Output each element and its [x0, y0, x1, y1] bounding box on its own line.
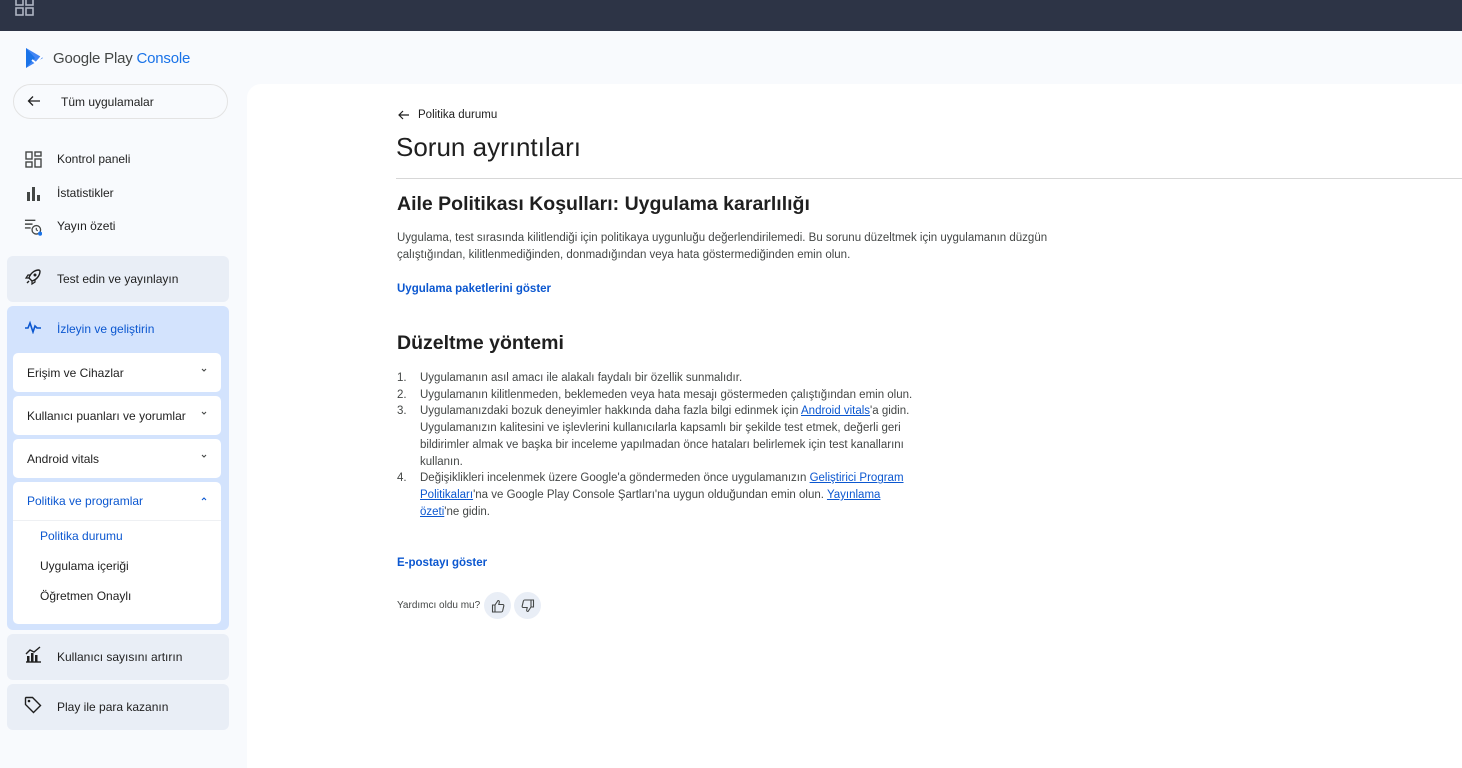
group-header[interactable]: [24, 306, 154, 352]
chevron-down-icon: [200, 410, 208, 416]
publishing-overview-link[interactable]: Yayınlama özeti: [420, 488, 881, 518]
page-title: Sorun ayrıntıları: [396, 132, 581, 162]
issue-description: [397, 230, 1117, 264]
step-text: 'na ve Google Play Console Şartları'na uygun olduğundan emin olun.: [473, 488, 827, 501]
all-apps-button[interactable]: [13, 84, 228, 119]
thumbs-up-icon: [491, 599, 505, 613]
list-item: [397, 387, 917, 404]
top-bar: [0, 0, 1462, 31]
helpful-feedback: [397, 592, 541, 619]
sidebar-item-label: Kontrol paneli: [57, 152, 131, 166]
subsection-header[interactable]: [13, 396, 221, 435]
apps-grid-icon[interactable]: [14, 0, 36, 16]
group-header[interactable]: [24, 634, 182, 680]
rocket-icon: [24, 268, 42, 291]
step-number: 2.: [397, 388, 407, 401]
chevron-down-icon: [200, 453, 208, 459]
brand-header[interactable]: [24, 45, 190, 71]
helpful-label: Yardımcı oldu mu?: [397, 600, 481, 611]
bar-chart-icon: [24, 184, 42, 202]
main-content: [247, 84, 1462, 768]
dashboard-icon: [24, 150, 42, 168]
subsection-access-and-devices[interactable]: [13, 353, 221, 392]
sidebar-item-app-content[interactable]: Uygulama içeriği: [40, 559, 129, 573]
step-text: Uygulamanızdaki bozuk deneyimler hakkında daha fazla bilgi edinmek için: [420, 405, 801, 418]
sidebar-item-teacher-approved[interactable]: Öğretmen Onaylı: [40, 589, 132, 603]
subsection-android-vitals[interactable]: [13, 439, 221, 478]
chevron-down-icon: [200, 367, 208, 373]
subsection-ratings-and-reviews[interactable]: [13, 396, 221, 435]
list-item: [397, 403, 917, 470]
group-label: Kullanıcı sayısını artırın: [57, 650, 183, 664]
all-apps-label: Tüm uygulamalar: [61, 95, 154, 109]
sidebar-item-statistics[interactable]: [24, 183, 224, 203]
subsection-label: Kullanıcı puanları ve yorumlar: [27, 408, 186, 423]
step-text: 'a gidin. Uygulamanızın kalitesini ve işlevlerini kullanıcılarla kapsamlı bir şekilde test etmek, değerli geri bildirimler almak ve başka bir inceleme yapılmadan önce hataları belirlemek için test kanallarını kullanın.: [420, 405, 910, 468]
vitals-pulse-icon: [24, 320, 42, 339]
sidebar-item-dashboard[interactable]: [24, 149, 224, 169]
thumbs-up-button[interactable]: [484, 592, 511, 619]
subsection-policy-and-programs: [13, 482, 221, 624]
step-number: 4.: [397, 472, 407, 485]
arrow-back-icon: [26, 93, 42, 109]
publishing-overview-icon: [24, 217, 42, 235]
fix-heading: Düzeltme yöntemi: [397, 332, 564, 354]
sidebar-group-grow-users[interactable]: [7, 634, 229, 680]
developer-policies-link[interactable]: Geliştirici Program Politikaları: [420, 472, 904, 501]
subsection-header[interactable]: [13, 353, 221, 392]
step-number: 3.: [397, 405, 407, 418]
step-text: 'ne gidin.: [444, 505, 490, 518]
sidebar-item-policy-status[interactable]: Politika durumu: [40, 529, 123, 543]
step-text: Uygulamanın asıl amacı ile alakalı faydalı bir özellik sunmalıdır.: [420, 372, 743, 384]
show-email-link[interactable]: E-postayı göster: [397, 557, 488, 569]
thumbs-down-button[interactable]: [514, 592, 541, 619]
sidebar-item-label: İstatistikler: [57, 186, 114, 200]
group-label: İzleyin ve geliştirin: [57, 322, 155, 336]
subsection-label: Erişim ve Cihazlar: [27, 365, 124, 380]
android-vitals-link[interactable]: Android vitals: [801, 405, 871, 418]
brand-name: [53, 50, 190, 67]
issue-description-line: çalıştığından, kilitlenmediğinden, donmadığından veya hata göstermediğinden emin olun.: [397, 249, 851, 261]
divider: [396, 178, 1462, 179]
list-item: [397, 470, 917, 520]
brand-name-console: Console: [136, 49, 191, 67]
step-text: Değişiklikleri incelenmek üzere Google'a göndermeden önce uygulamanızın: [420, 472, 810, 485]
subsection-label: Politika ve programlar: [27, 494, 144, 508]
thumbs-down-icon: [521, 599, 535, 613]
fix-steps-list: [397, 370, 917, 520]
breadcrumb-label: Politika durumu: [418, 109, 498, 121]
brand-name-google-play: Google Play: [53, 49, 133, 67]
sidebar-item-publishing-overview[interactable]: [24, 216, 224, 236]
subsection-label: Android vitals: [27, 451, 100, 466]
step-number: 1.: [397, 372, 407, 384]
issue-heading: Aile Politikası Koşulları: Uygulama kararlılığı: [397, 193, 810, 215]
show-app-bundles-link[interactable]: Uygulama paketlerini göster: [397, 283, 552, 295]
subsection-header[interactable]: [13, 439, 221, 478]
sidebar-item-label: Yayın özeti: [57, 219, 116, 233]
sidebar-group-monetize[interactable]: [7, 684, 229, 730]
arrow-back-icon: [397, 109, 410, 121]
issue-description-line: Uygulama, test sırasında kilitlendiği için politikaya uygunluğu değerlendirilemedi. Bu sorunu düzeltmek için uygulamanın düzgün: [397, 232, 1048, 244]
group-header[interactable]: [24, 684, 168, 730]
sidebar-group-monitor-and-improve: [7, 306, 229, 630]
subsection-header[interactable]: [13, 482, 221, 521]
chevron-up-icon: [200, 496, 208, 502]
play-console-logo: [24, 47, 45, 69]
growth-chart-icon: [24, 646, 42, 669]
list-item: [397, 370, 917, 387]
breadcrumb[interactable]: [397, 109, 497, 121]
group-label: Test edin ve yayınlayın: [57, 272, 179, 286]
group-header[interactable]: [24, 256, 178, 302]
group-label: Play ile para kazanın: [57, 700, 169, 714]
sidebar-group-test-and-release[interactable]: [7, 256, 229, 302]
tag-icon: [24, 696, 42, 719]
step-text: Uygulamanın kilitlenmeden, beklemeden veya hata mesajı göstermeden çalıştığından emin olun.: [420, 388, 913, 401]
